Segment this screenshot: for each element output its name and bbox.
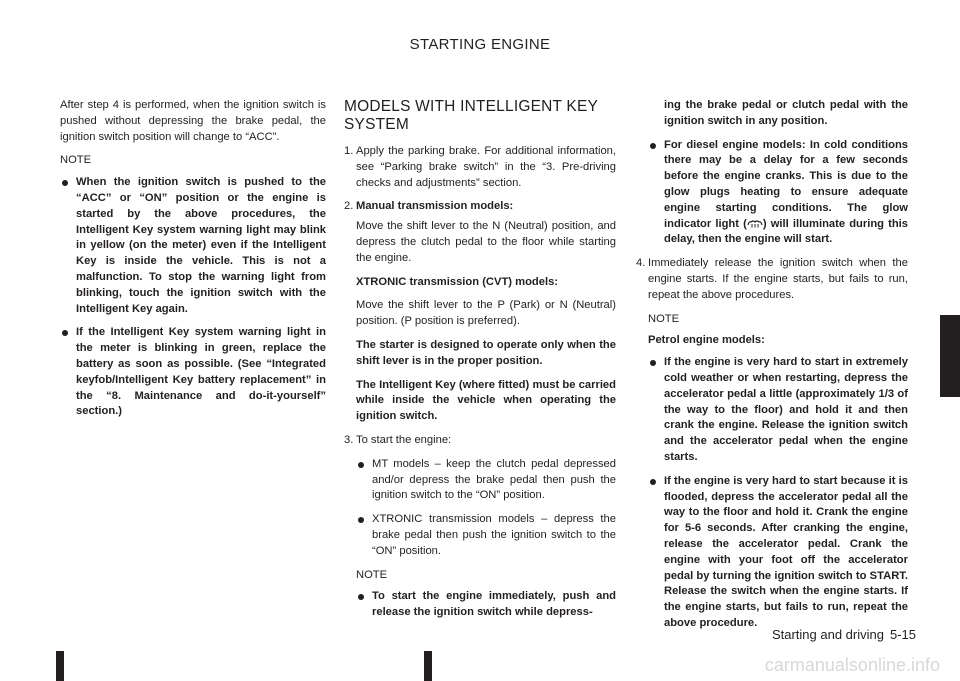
page-header: STARTING ENGINE xyxy=(409,36,551,53)
section-heading: MODELS WITH INTELLIGENT KEY SYSTEM xyxy=(344,98,598,133)
diesel-note-bullet xyxy=(648,138,908,249)
diesel-text-a: For diesel engine models: In cold conditions there may be a delay for a few seconds before the engine cranks. This is due to the glow plugs heating to ensure adequate engine starting conditions. The glow indicator light ( xyxy=(664,138,908,230)
step-4 xyxy=(636,256,908,303)
note-label: NOTE xyxy=(60,154,92,167)
step-4-number: 4. xyxy=(636,257,646,270)
step-2-cvt-title: XTRONIC transmission (CVT) models: xyxy=(356,275,559,288)
watermark: carmanualsonline.info xyxy=(764,655,940,675)
step-3-text: To start the engine: xyxy=(356,433,452,446)
step-2-number: 2. xyxy=(344,200,354,213)
step-3-bullet-1: MT models – keep the clutch pedal depressed and/or depress the brake pedal then push the ignition switch to the “ON” position. xyxy=(356,457,616,504)
crop-mark-left xyxy=(56,651,64,681)
step-2-cvt-text: Move the shift lever to the P (Park) or N (Neutral) position. (P position is preferred). xyxy=(356,299,616,328)
step-3-note-bullet: To start the engine immediately, push and release the ignition switch while depress- xyxy=(356,589,616,621)
intro-paragraph: After step 4 is performed, when the ignition switch is pushed without depressing the brake pedal, the ignition switch position will change to “ACC”. xyxy=(60,99,326,143)
step-2-bold-note-1: The starter is designed to operate only when the shift lever is in the proper position. xyxy=(356,338,616,367)
step-1-text: Apply the parking brake. For additional information, see “Parking brake switch” in the “3. Pre-driving checks and adjustments” section. xyxy=(356,145,616,189)
step-3-number: 3. xyxy=(344,433,354,446)
petrol-bullet-2: If the engine is very hard to start because it is flooded, depress the accelerator pedal all the way to the floor and hold it. Crank the engine for 5-6 seconds. After cranking the engine, release the accelerator pedal. Crank the engine with your foot off the accelerator pedal by turning the ignition switch to START. Release the switch when the engine starts. If the engine starts, but fails to run, repeat the above procedure. xyxy=(648,474,908,632)
footer-section: Starting and driving xyxy=(771,627,884,642)
step-3-bullet-2: XTRONIC transmission models – depress the brake pedal then push the ignition switch to the “ON” position. xyxy=(356,512,616,559)
note-bullet-continuation: ing the brake pedal or clutch pedal with the ignition switch in any position. xyxy=(664,99,908,127)
column-3 xyxy=(636,98,908,640)
step-1-number: 1. xyxy=(344,145,354,157)
note-bullet-1: When the ignition switch is pushed to the “ACC” or “ON” position or the engine is started by the above procedures, the Intelligent Key system warning light may blink in yellow (on the meter) even if the Intelligent Key is inside the vehicle. This is not a malfunction. To stop the warning light from blinking, touch the ignition switch with the Intelligent Key again. xyxy=(60,175,326,317)
column-1 xyxy=(60,98,326,428)
step-2 xyxy=(344,199,616,215)
footer-page-number: 5-15 xyxy=(889,627,916,642)
note-bullet-2: If the Intelligent Key system warning light in the meter is blinking in green, replace the battery as soon as possible. (See “Integrated keyfob/Intelligent Key battery replacement” in the “8. Maintenance and do-it-yourself” section.) xyxy=(60,325,326,420)
chapter-thumb-tab xyxy=(940,315,960,397)
step-4-text: Immediately release the ignition switch when the engine starts. If the engine starts, but fails to run, repeat the above procedures. xyxy=(648,257,908,301)
step-4-note-label: NOTE xyxy=(648,312,680,325)
step-2-title: Manual transmission models: xyxy=(356,200,514,213)
step-3-note-label: NOTE xyxy=(356,568,388,581)
diesel-text-b: ) will illuminate during this delay, then the engine will start. xyxy=(664,217,909,246)
glow-plug-indicator-icon xyxy=(747,219,763,228)
petrol-bullet-1: If the engine is very hard to start in extremely cold weather or when restarting, depress the accelerator pedal a little (approximately 1/3 of the way to the floor) and hold it and then crank the engine. Release the ignition switch and the accelerator pedal when the engine starts. xyxy=(648,355,908,466)
step-3 xyxy=(344,433,616,449)
petrol-title: Petrol engine models: xyxy=(648,334,765,347)
page-footer xyxy=(700,627,916,642)
column-2 xyxy=(344,98,616,621)
step-1 xyxy=(344,144,616,191)
step-2-manual-text: Move the shift lever to the N (Neutral) position, and depress the clutch pedal to the floor while starting the engine. xyxy=(356,220,616,264)
step-2-bold-note-2: The Intelligent Key (where fitted) must be carried while inside the vehicle when operating the ignition switch. xyxy=(356,378,616,423)
crop-mark-center xyxy=(424,651,432,681)
